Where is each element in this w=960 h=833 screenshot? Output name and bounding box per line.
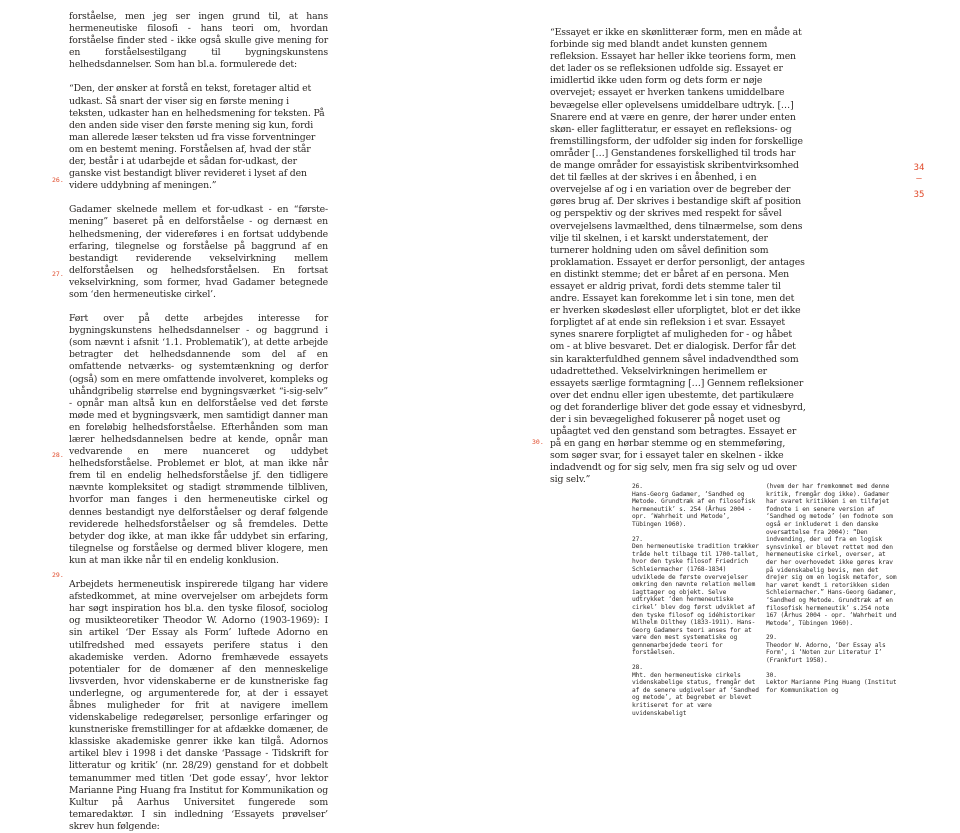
footnote-29 — [766, 634, 898, 664]
footnote-text: Lektor Marianne Ping Huang (Institut for Kommunikation og — [766, 679, 897, 694]
paragraph-hermeneutic-circle: Ført over på dette arbejdes interesse for bygningskunstens helhedsdannelser - og baggrund i (som nævnt i afsnit ‘1.1. Problematik’), at dette arbejde betragter det helhedsdannende som del af en omfattende netværks- og systemtænkning og derfor (også) som en mere omfattende involveret, kompleks og uhåndgribelig størrelse end bygningsværket “i-sig-selv” - opnår man altså kun en delforståelse ved det første møde med et bygningsværk, men samtidigt danner man en foreløbig helhedsforståelse. Efterhånden som man lærer helhedsdannelsen bedre at kende, opnår man vedvarende en mere nuanceret og uddybet helhedsforståelse. Problemet er blot, at man ikke når frem til en endelig helhedsforståelse jf. den tidligere nævnte kompleksitet og stadigt strømmende tilbliven, hvorfor man fanges i den hermeneutiske cirkel og dennes bestandigt nye delforståelser og deraf følgende reviderede helhedsforståelser og så fremdeles. Dette betyder dog ikke, at man ikke får uddybet sin erfaring, tilegnelse og forståelse og dermed bliver klogere, men kun at man ikke når til en endelig konklusion. — [69, 313, 328, 566]
page-number-left: 34 — [913, 163, 925, 173]
footnote-text: (hvem der har fremkommet med denne kritik, fremgår dog ikke). Gadamer har svaret kritikken i en tilføjet fodnote i en senere version af ‘Sandhed og metode’ (en fodnote som også er inkluderet i den danske oversættelse fra 2004): “Den indvending, der ud fra en logisk synsvinkel er blevet rettet mod den hermeneutiske cirkel, overser, at der her overhovedet ikke gøres krav på videnskabelig bevis, men det drejer sig om en logisk metafor, som har været kendt i retorikken siden Schleiermacher.” Hans-Georg Gadamer, ‘Sandhed og Metode. Grundtræk af en filosofisk hermeneutik’ s.254 note 167 (Århus 2004 - opr. ‘Wahrheit und Metode’, Tübingen 1960). — [766, 483, 897, 627]
gadamer-quote: “Den, der ønsker at forstå en tekst, foretager altid et udkast. Så snart der viser sig en første mening i teksten, udkaster han en helhedsmening for teksten. På den anden side viser den første mening sig kun, fordi man allerede læser teksten ud fra visse forventninger om en bestemt mening. Forståelsen af, hvad der står der, består i at udarbejde et sådan for-udkast, der ganske vist bestandigt bliver revideret i lyset af den videre uddybning af meningen.” — [69, 83, 325, 192]
footnote-28 — [632, 664, 762, 717]
footnote-30 — [766, 672, 898, 695]
paragraph-intro: forståelse, men jeg ser ingen grund til, at hans hermeneutiske filosofi - hans teori om, hvordan forståelse finder sted - ikke også skulle give mening for en forståelsestilgang til bygningskunstens helhedsdannelser. Som han bl.a. formulerede det: — [69, 11, 328, 71]
footnote-marker-30: 30. — [532, 438, 544, 446]
footnote-text: Den hermeneutiske tradition trækker tråde helt tilbage til 1700-tallet, hvor den tyske filosof Friedrich Schleiermacher (1768-1834) udviklede de første overvejelser omkring den nævnte relation mellem iagttager og objekt. Selve udtrykket ‘den hermeneutiske cirkel’ blev dog først udviklet af den tyske filosof og idéhistoriker Wilhelm Dilthey (1833-1911). Hans-Georg Gadamers teori anses for at være den mest systematiske og gennemarbejdede teori for forståelsen. — [632, 543, 759, 657]
footnote-28-continued — [766, 483, 898, 627]
footnote-number: 28. — [632, 664, 643, 672]
page-numbers — [912, 163, 926, 201]
footnote-text: Theodor W. Adorno, ‘Der Essay als Form’, i ‘Noten zur Literatur I’ (Frankfurt 1958). — [766, 641, 886, 665]
page-number-dash: — — [916, 174, 922, 184]
footnotes-column-a — [632, 483, 762, 724]
footnote-text: Hans-Georg Gadamer, ‘Sandhed og Metode. Grundtræk af en filosofisk hermeneutik’ s. 254 (Århus 2004 - opr. ‘Wahrheit und Metode’, Tübingen 1960). — [632, 490, 756, 528]
footnote-marker-26: 26. — [52, 176, 64, 184]
footnote-number: 26. — [632, 483, 643, 490]
paragraph-gadamer: Gadamer skelnede mellem et for-udkast - en “første-mening” baseret på en delforståelse - og dernæst en helhedsmening, der videreføres i en fortsat uddybende erfaring, tilegnelse og forståelse på baggrund af en bestandigt reviderende vekselvirkning mellem delforståelsen og helhedsforståelsen. En fortsat vekselvirkning, som former, hvad Gadamer betegnede som ‘den hermeneutiske cirkel’. — [69, 204, 328, 300]
left-text-column — [69, 11, 328, 833]
right-text-column — [550, 27, 806, 487]
footnote-marker-27: 27. — [52, 270, 64, 278]
footnote-marker-28: 28. — [52, 451, 64, 459]
essay-quote: “Essayet er ikke en skønlitterær form, men en måde at forbinde sig med blandt andet kunsten gennem refleksion. Essayet har heller ikke teoriens form, men det lader os se refleksionen udfolde sig. Essayet er imidlertid ikke uden form og dets form er nøje overvejet; essayet er hverken tankens umiddelbare bevægelse eller oplevelsens umiddelbare udtryk. […] Snarere end at være en genre, der hører under enten skøn- eller faglitteratur, er essayet en refleksions- og fremstillingsform, der udfolder sig inden for forskellige områder […] Genstandenes forskellighed til trods har de mange områder for essayistisk skribentvirksomhed det til fælles at der skrives i en åbenhed, i en overvejelse af og i en variation over de begreber der gøres brug af. Der skrives i bestandige skift af position og perspektiv og der skrives med respekt for såvel overvejelsens lavmælthed, dens tilnærmelse, som dens vilje til skelnen, i et karskt understatement, der turnerer holdning uden om såvel definition som proklamation. Essayet er derfor personligt, der antages en distinkt stemme; det er båret af en persona. Men essayet er aldrig privat, fordi dets stemme taler til andre. Essayet kan forekomme let i sin tone, men det er hverken skødesløst eller uforpligtet, blot er det ikke forpligtet af at ende sin refleksion i et svar. Essayet synes snarere forpligtet af muligheden for - og håbet om - at blive besvaret. Det er dialogisk. Derfor får det sin karakterfuldhed gennem såvel indadvendthed som udadrettethed. Vekselvirkningen herimellem er essayets særlige formtagning […] Gennem refleksioner over det endnu eller igen ubestemte, det partikulære og det foranderlige bliver det gode essay et vidnesbyrd, der i sin bevægelighed fokuserer på noget uset og upåagtet ved den genstand som betragtes. Essayet er på en gang en hørbar stemme og en stemmeføring, som søger svar, for i essayet taler en skelnen - ikke indadvendt og for sig selv, men fra sig selv og ud over sig selv.” — [550, 27, 806, 486]
footnote-number: 30. — [766, 671, 777, 679]
footnote-26 — [632, 483, 762, 529]
footnote-marker-29: 29. — [52, 571, 64, 579]
footnote-number: 27. — [632, 535, 643, 543]
footnote-27 — [632, 536, 762, 658]
page-number-right: 35 — [913, 190, 925, 200]
footnotes-column-b — [766, 483, 898, 701]
paragraph-adorno: Arbejdets hermeneutisk inspirerede tilgang har videre afstedkommet, at mine overvejelser om arbejdets form har søgt inspiration hos bl.a. den tyske filosof, sociolog og musikteoretiker Theodor W. Adorno (1903-1969): I sin artikel ‘Der Essay als Form’ luftede Adorno en utilfredshed med essayets perifere status i den akademiske verden. Adorno fremhævede essayets potentialer for de domæner af den menneskelige livsverden, hvor videnskaberne er de kunstneriske fag underlegne, og argumenterede for, at der i essayet åbnes muligheder for frit at navigere imellem videnskabelige redegørelser, personlige erfaringer og kunstneriske fremstillinger for at afdække domæner, de klassiske akademiske genrer ikke kan tilgå. Adornos artikel blev i 1998 i det danske ‘Passage - Tidskrift for litteratur og kritik’ (nr. 28/29) genstand for et dobbelt temanummer med titlen ‘Det gode essay’, hvor lektor Marianne Ping Huang fra Institut for Kommunikation og Kultur på Aarhus Universitet fungerede som temaredaktør. I sin indledning ‘Essayets prøvelser’ skrev hun følgende: — [69, 579, 328, 832]
footnote-number: 29. — [766, 634, 777, 642]
footnote-text: Mht. den hermeneutiske cirkels videnskabelige status, fremgår det af de senere udgivelser af ‘Sandhed og metode’, at begrebet er blevet kritiseret for at være uvidenskabeligt — [632, 671, 759, 717]
